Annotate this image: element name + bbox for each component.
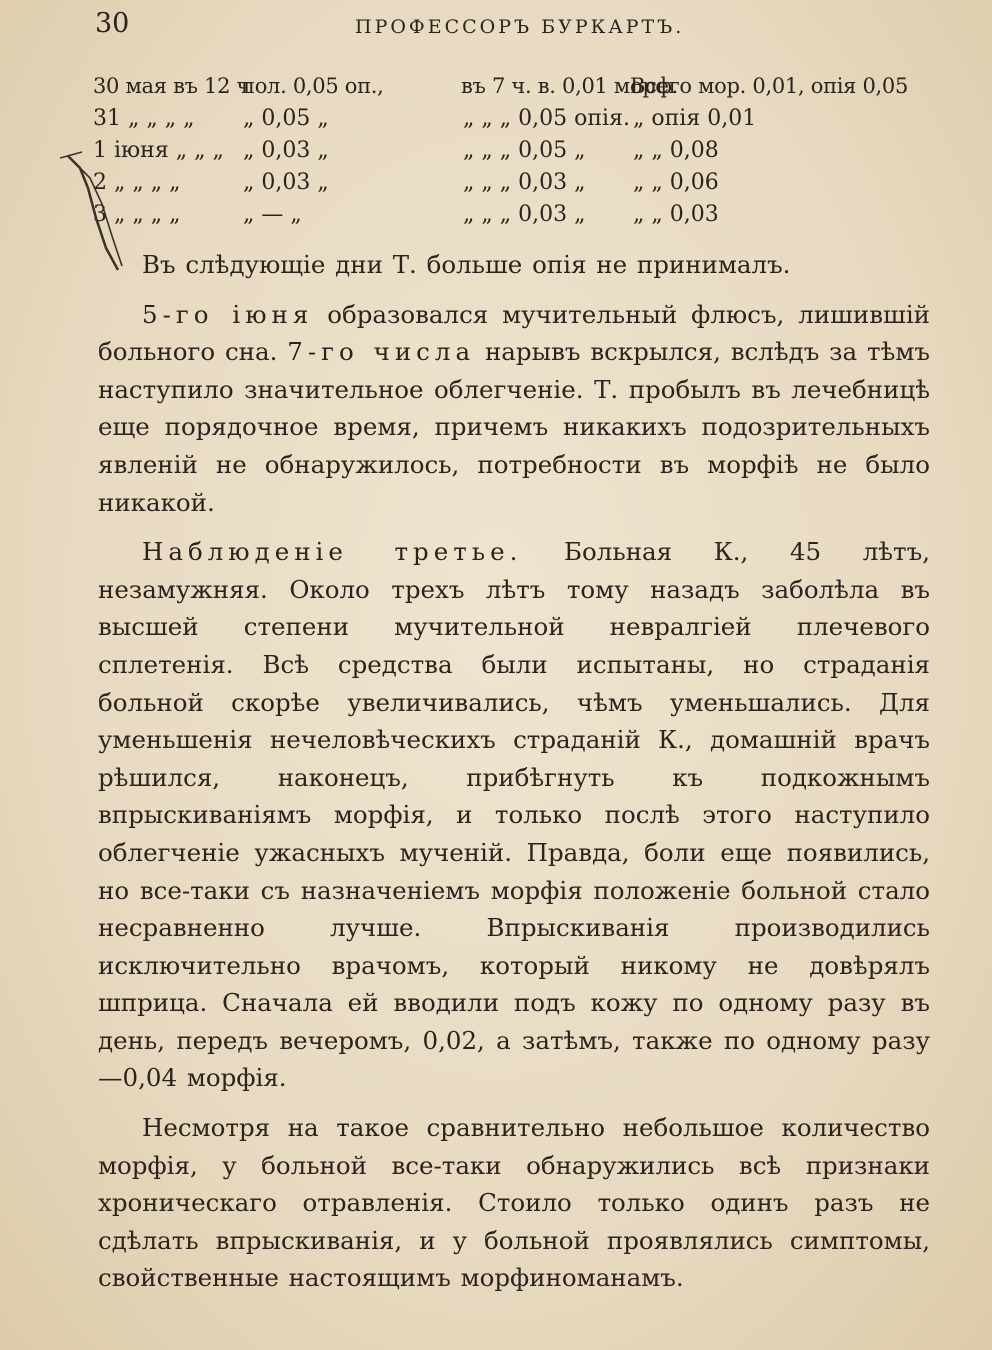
page-number: 30 [95,8,130,39]
date-emphasis: 5-го іюня [142,299,314,329]
page-header [95,8,930,48]
paragraph-text: нарывъ вскрылся, вслѣдъ за тѣмъ наступило значительное облегченіе. Т. пробылъ въ лечебницѣ еще порядочное время, причемъ никакихъ подозрительныхъ явленій не обнаружилось, потребности въ морфіѣ не было никакой. [98,337,930,517]
paragraph: Несмотря на такое сравнительно небольшое количество морфія, у больной все-таки обнаружились всѣ признаки хроническаго отравленія. Стоило только одинъ разъ не сдѣлать впрыскиванія, и у больной проявлялись симптомы, свойственные настоящимъ морфиноманамъ. [98,1113,930,1293]
log-evening-dose: „ „ „ 0,03 „ [463,170,586,195]
log-total: „ „ 0,06 [633,170,719,195]
dosage-log-row [93,170,933,202]
log-evening-dose: въ 7 ч. в. 0,01 морф. [461,74,678,98]
log-evening-dose: „ „ „ 0,05 опія. [463,106,630,131]
log-date: 31 „ „ „ „ [93,106,195,131]
dosage-log-row [93,202,933,234]
paragraph-text: образовался мучительный флюсъ, лишившій больного сна. [98,299,930,367]
log-evening-dose: „ „ „ 0,03 „ [463,202,586,227]
log-total: „ опія 0,01 [633,106,757,131]
log-noon-dose: „ 0,05 „ [243,106,329,131]
log-evening-dose: „ „ „ 0,05 „ [463,138,586,163]
dosage-log [93,74,933,234]
log-total: „ „ 0,03 [633,202,719,227]
paragraph-text: Больная К., 45 лѣтъ, незамужняя. Около трехъ лѣтъ тому назадъ заболѣла въ высшей степени мучительной невралгіей плечевого сплетенія. Всѣ средства были испытаны, но страданія больной скорѣе увеличивались, чѣмъ уменьшались. Для уменьшенія нечеловѣческихъ страданій К., домашній врачъ рѣшился, наконецъ, прибѣгнуть къ подкожнымъ впрыскиваніямъ морфія, и только послѣ этого наступило облегченіе ужасныхъ мученій. Правда, боли еще появились, но все-таки съ назначеніемъ морфія положеніе больной стало несравненно лучше. Впрыскиванія производились исключительно врачомъ, который никому не довѣрялъ шприца. Сначала ей вводили подъ кожу по одному разу въ день, передъ вечеромъ, 0,02, а затѣмъ, также по одному разу—0,04 морфія. [98,537,930,1093]
dosage-log-row [93,106,933,138]
log-noon-dose: „ 0,03 „ [243,170,329,195]
dosage-log-row [93,138,933,170]
log-noon-dose: „ 0,03 „ [243,138,329,163]
body-text [98,246,930,1309]
running-head: ПРОФЕССОРЪ БУРКАРТЪ. [355,16,685,38]
log-date: 30 мая въ 12 ч [93,74,251,98]
log-total: „ „ 0,08 [633,138,719,163]
log-date: 3 „ „ „ „ [93,202,181,227]
paragraph [98,296,930,522]
date-emphasis: 7-го числа [287,337,476,367]
log-date: 1 іюня „ „ „ [93,138,224,163]
log-noon-dose: „ — „ [243,202,302,227]
paragraph [98,533,930,1097]
dosage-log-row [93,74,933,106]
log-total: Всего мор. 0,01, опія 0,05 [630,74,909,98]
log-date: 2 „ „ „ „ [93,170,181,195]
section-heading: Наблюденіе третье. [142,537,523,567]
paragraph: Въ слѣдующіе дни Т. больше опія не принималъ. [142,250,791,279]
log-noon-dose: пол. 0,05 оп., [241,74,384,98]
